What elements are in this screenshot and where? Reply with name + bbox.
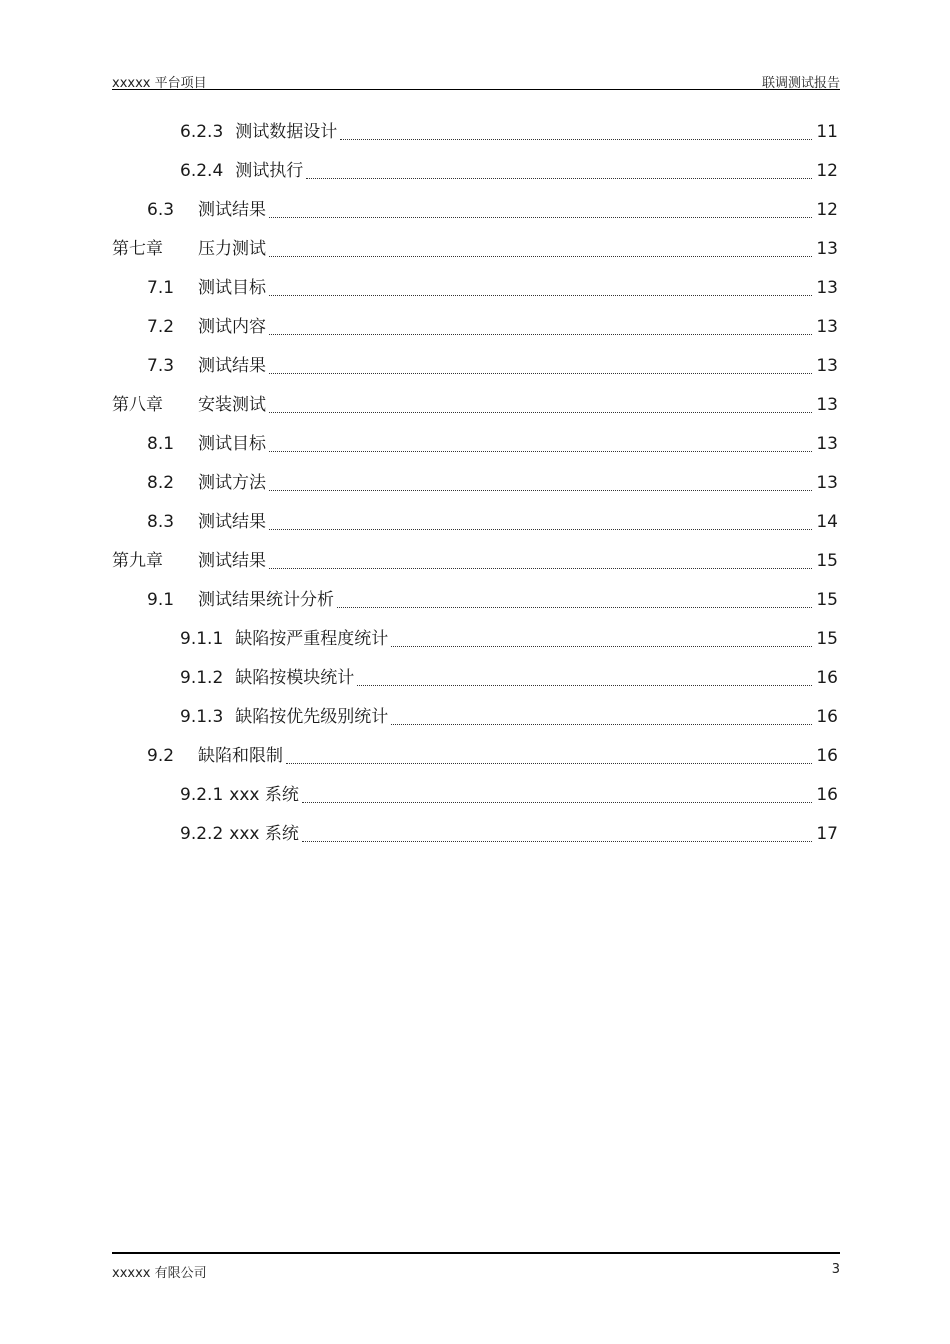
toc-entry-page: 13 [814, 386, 838, 425]
toc-dot-leader [269, 217, 812, 218]
toc-entry-title: 测试结果 [198, 503, 268, 542]
toc-entry-page: 11 [814, 113, 838, 152]
toc-entry[interactable] [112, 776, 838, 815]
toc-entry[interactable] [112, 269, 838, 308]
toc-entry-title: 测试目标 [198, 269, 268, 308]
toc-dot-leader [357, 685, 812, 686]
toc-entry-number: 9.1.1 [180, 629, 224, 649]
toc-dot-leader [269, 568, 812, 569]
toc-entry[interactable] [112, 464, 838, 503]
page-footer [112, 1262, 840, 1280]
header-project-name: xxxxx 平台项目 [112, 76, 207, 91]
toc-entry-title: 缺陷按模块统计 [235, 668, 355, 688]
toc-entry[interactable] [112, 620, 838, 659]
toc-entry-number: 7.2 [147, 308, 174, 347]
toc-entry-page: 16 [814, 659, 838, 698]
toc-dot-leader [269, 334, 812, 335]
toc-dot-leader [391, 724, 812, 725]
header-document-title: 联调测试报告 [761, 76, 840, 91]
toc-entry-number: 7.1 [147, 269, 174, 308]
toc-dot-leader [269, 529, 812, 530]
toc-entry-title: 缺陷和限制 [198, 737, 285, 776]
toc-dot-leader [306, 178, 812, 179]
toc-dot-leader [269, 451, 812, 452]
toc-entry-page: 13 [814, 269, 838, 308]
toc-entry-page: 15 [814, 542, 838, 581]
toc-entry-page: 13 [814, 230, 838, 269]
toc-entry-label [180, 815, 301, 854]
page-number: 3 [831, 1262, 840, 1277]
footer-divider [112, 1252, 840, 1254]
toc-entry-page: 14 [814, 503, 838, 542]
page-header [112, 72, 840, 90]
toc-dot-leader [302, 802, 812, 803]
toc-entry-number: 9.2 [147, 737, 174, 776]
toc-entry-number: 8.2 [147, 464, 174, 503]
toc-entry[interactable] [112, 698, 838, 737]
toc-entry[interactable] [112, 542, 838, 581]
toc-entry-title: 测试数据设计 [235, 122, 338, 142]
toc-entry-page: 16 [814, 737, 838, 776]
toc-entry[interactable] [112, 386, 838, 425]
toc-entry[interactable] [112, 113, 838, 152]
toc-entry-title: 测试内容 [198, 308, 268, 347]
toc-entry-number: 第九章 [112, 542, 163, 581]
header-divider [112, 89, 840, 90]
toc-entry-page: 15 [814, 581, 838, 620]
toc-entry-page: 15 [814, 620, 838, 659]
toc-entry-title: 安装测试 [198, 386, 268, 425]
toc-entry-page: 12 [814, 152, 838, 191]
toc-entry-number: 6.2.4 [180, 161, 224, 181]
toc-entry-title: 测试结果 [198, 347, 268, 386]
toc-entry-title: 测试结果 [198, 542, 268, 581]
footer-company-name: xxxxx 有限公司 [112, 1266, 207, 1281]
toc-dot-leader [269, 295, 812, 296]
toc-dot-leader [269, 490, 812, 491]
toc-entry-title: 测试结果统计分析 [198, 581, 336, 620]
toc-entry[interactable] [112, 425, 838, 464]
toc-dot-leader [391, 646, 812, 647]
toc-entry[interactable] [112, 737, 838, 776]
toc-entry-number: 6.2.3 [180, 122, 224, 142]
toc-entry-number: 8.1 [147, 425, 174, 464]
toc-dot-leader [340, 139, 812, 140]
toc-entry[interactable] [112, 347, 838, 386]
toc-entry-label [180, 152, 305, 191]
toc-entry[interactable] [112, 230, 838, 269]
toc-entry[interactable] [112, 503, 838, 542]
toc-entry-label [180, 659, 356, 698]
toc-entry-title: 缺陷按优先级别统计 [235, 707, 389, 727]
toc-entry-label [180, 698, 390, 737]
toc-entry-page: 13 [814, 347, 838, 386]
toc-dot-leader [337, 607, 812, 608]
toc-entry-number: 第八章 [112, 386, 163, 425]
toc-entry-number: 9.2.1 [180, 785, 224, 805]
toc-entry[interactable] [112, 581, 838, 620]
toc-dot-leader [302, 841, 812, 842]
toc-entry-title: xxx 系统 [229, 785, 299, 805]
toc-entry-page: 13 [814, 425, 838, 464]
toc-entry-page: 16 [814, 776, 838, 815]
toc-entry-title: 测试方法 [198, 464, 268, 503]
toc-entry-number: 9.1.2 [180, 668, 224, 688]
toc-entry[interactable] [112, 152, 838, 191]
toc-entry[interactable] [112, 659, 838, 698]
toc-entry-label [180, 113, 339, 152]
toc-entry-number: 6.3 [147, 191, 174, 230]
toc-entry-title: 测试执行 [235, 161, 304, 181]
toc-entry-title: xxx 系统 [229, 824, 299, 844]
toc-entry-number: 第七章 [112, 230, 163, 269]
toc-entry-number: 9.1 [147, 581, 174, 620]
toc-dot-leader [269, 373, 812, 374]
table-of-contents [112, 113, 838, 854]
toc-entry-label [180, 776, 301, 815]
toc-entry-number: 9.2.2 [180, 824, 224, 844]
toc-entry-title: 缺陷按严重程度统计 [235, 629, 389, 649]
toc-entry[interactable] [112, 308, 838, 347]
toc-entry-title: 测试结果 [198, 191, 268, 230]
toc-dot-leader [269, 256, 812, 257]
toc-entry-number: 8.3 [147, 503, 174, 542]
toc-entry-page: 17 [814, 815, 838, 854]
toc-entry[interactable] [112, 191, 838, 230]
toc-entry-page: 13 [814, 308, 838, 347]
toc-entry-number: 7.3 [147, 347, 174, 386]
toc-entry-page: 13 [814, 464, 838, 503]
toc-entry-label [180, 620, 390, 659]
toc-entry-page: 12 [814, 191, 838, 230]
toc-entry[interactable] [112, 815, 838, 854]
toc-dot-leader [286, 763, 812, 764]
toc-entry-title: 测试目标 [198, 425, 268, 464]
toc-entry-title: 压力测试 [198, 230, 268, 269]
toc-dot-leader [269, 412, 812, 413]
toc-entry-number: 9.1.3 [180, 707, 224, 727]
toc-entry-page: 16 [814, 698, 838, 737]
